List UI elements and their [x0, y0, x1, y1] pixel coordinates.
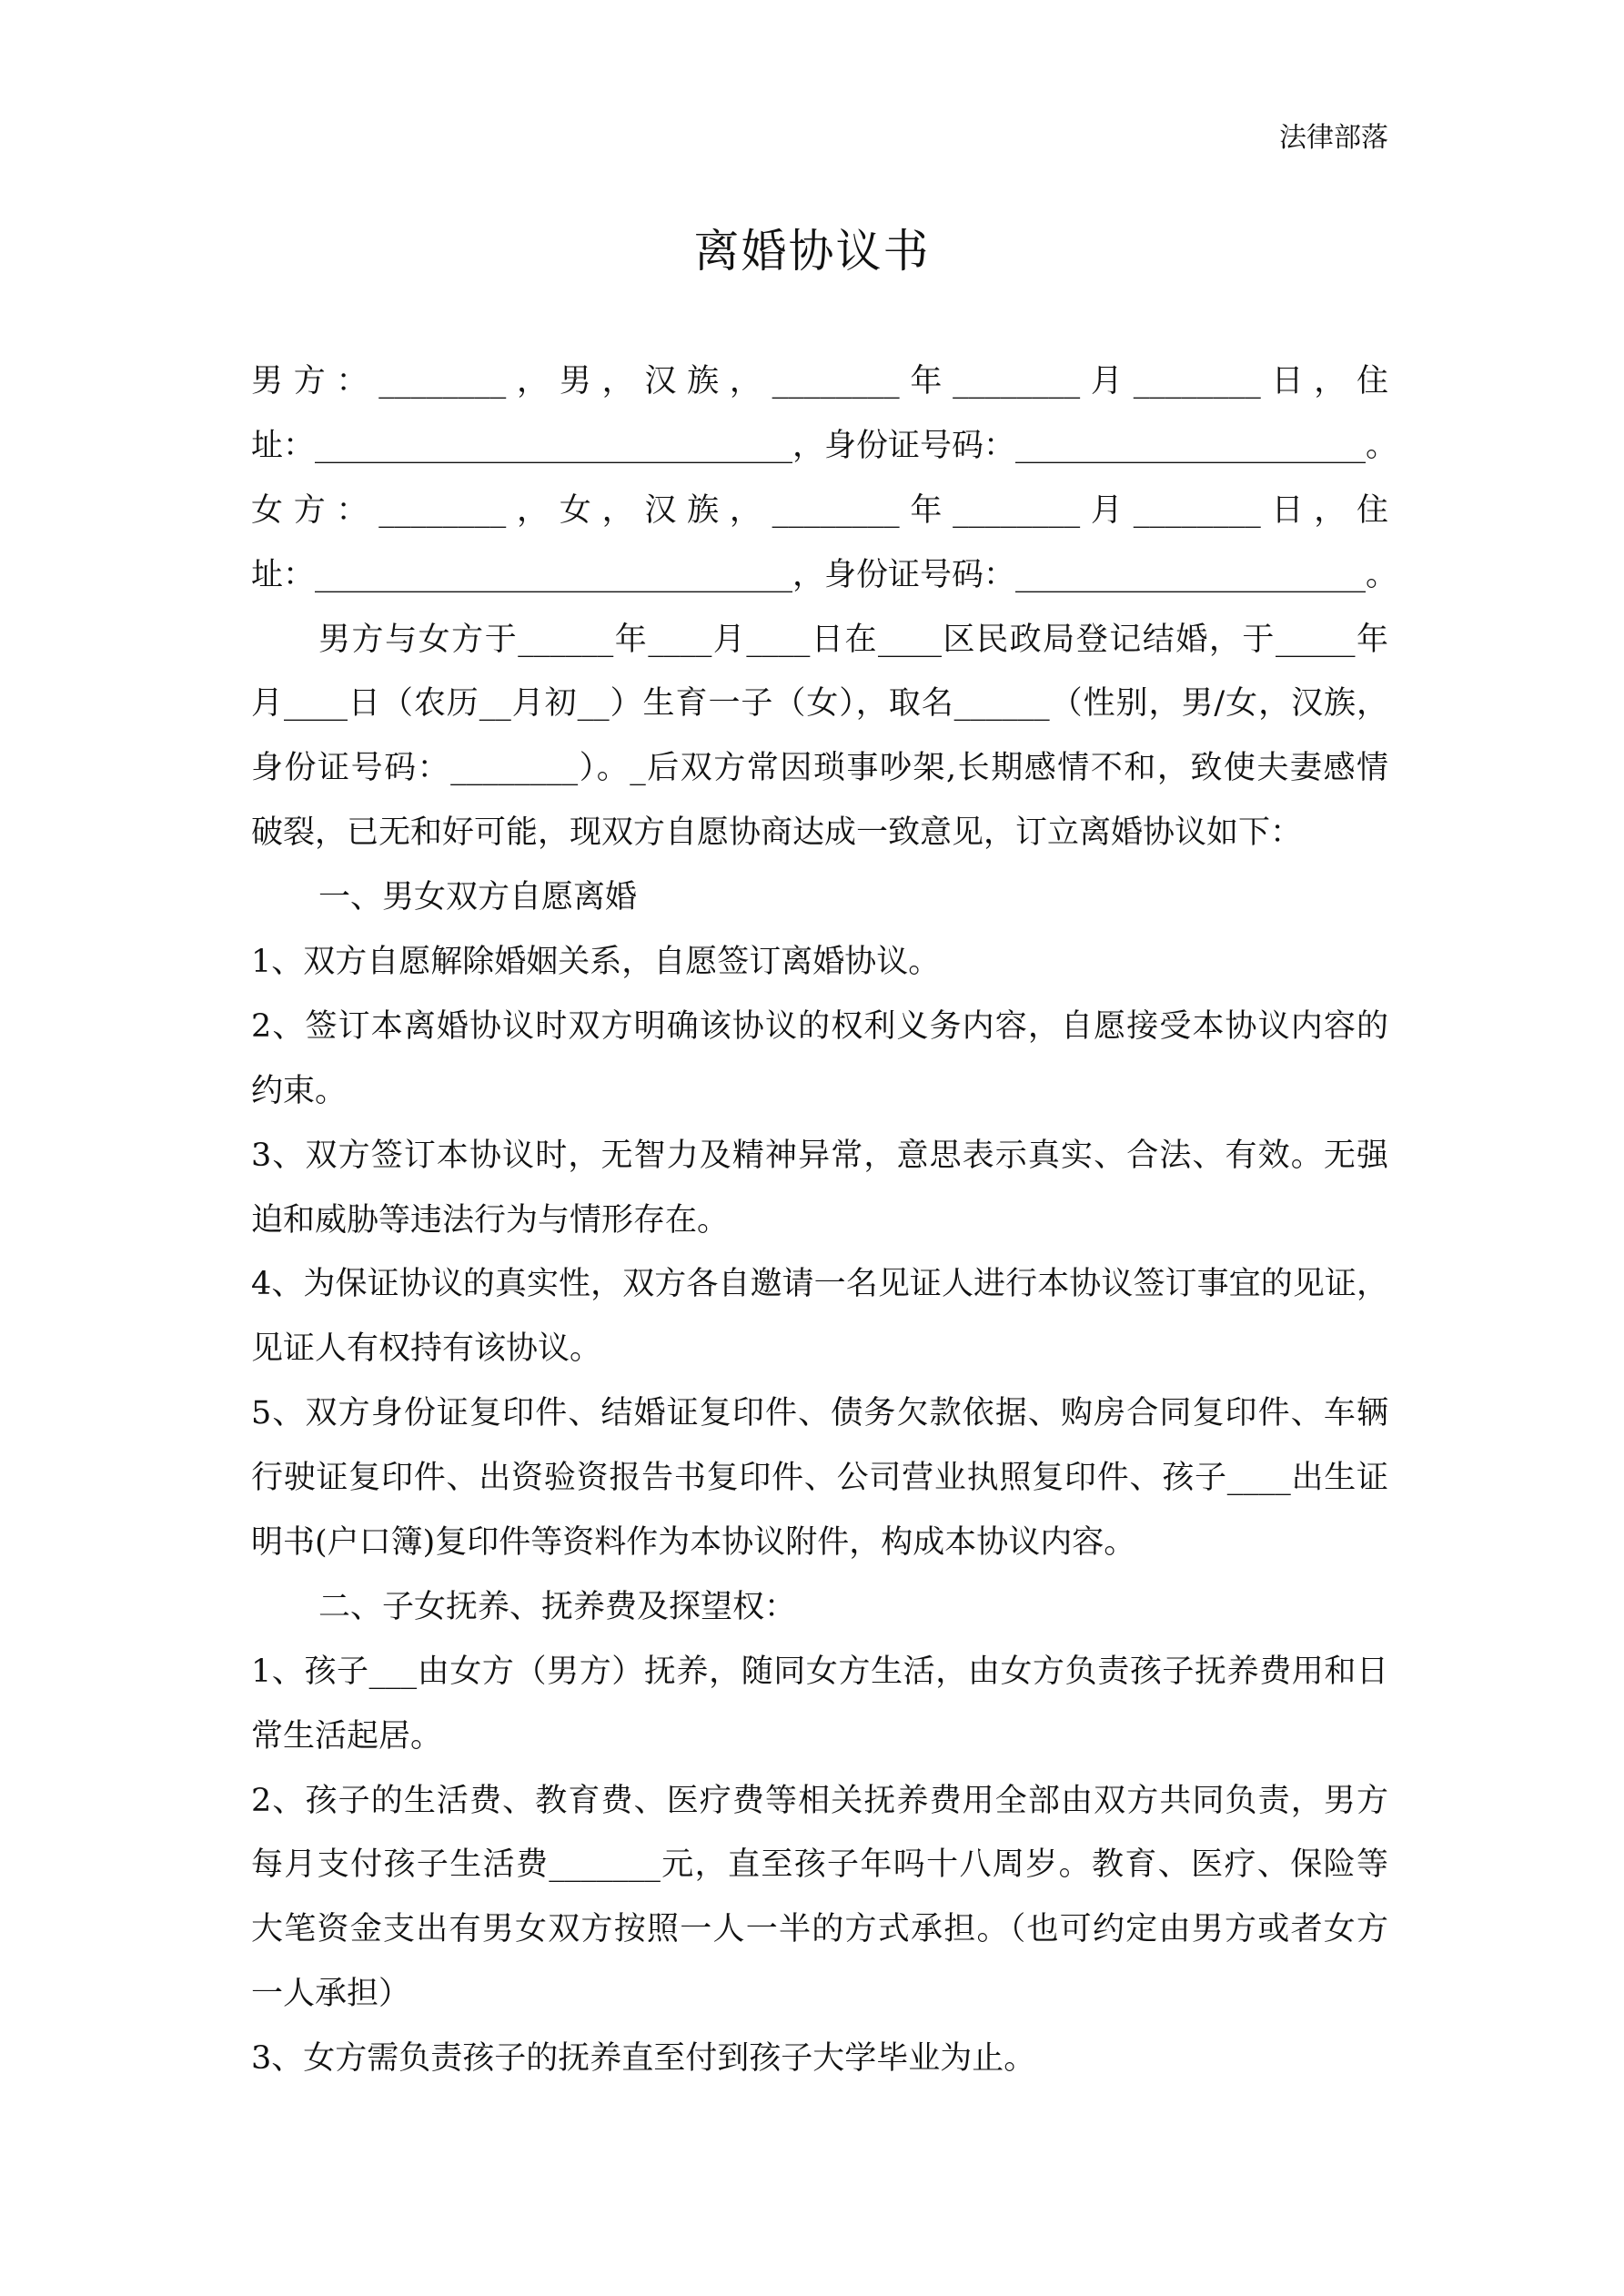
clause-line: 1、双方自愿解除婚姻关系，自愿签订离婚协议。: [251, 944, 941, 981]
paragraph-line: 月____日（农历__月初__）生育一子（女），取名______（性别，男/女，汉族，: [251, 685, 1388, 723]
clause-line: 4、为保证协议的真实性，双方各自邀请一名见证人进行本协议签订事宜的见证，: [251, 1266, 1388, 1303]
female-address-line: 址：______________________________，身份证号码：______________________。: [251, 556, 1398, 593]
clause-line: 5、双方身份证复印件、结婚证复印件、债务欠款依据、购房合同复印件、车辆: [251, 1395, 1388, 1432]
clause-line: 行驶证复印件、出资验资报告书复印件、公司营业执照复印件、孩子____出生证: [251, 1460, 1388, 1497]
paragraph-line: 身份证号码：________）。_后双方常因琐事吵架,长期感情不和，致使夫妻感情: [251, 750, 1388, 787]
clause-line: 3、女方需负责孩子的抚养直至付到孩子大学毕业为止。: [251, 2040, 1036, 2078]
clause-line: 2、签订本离婚协议时双方明确该协议的权利义务内容，自愿接受本协议内容的: [251, 1007, 1388, 1045]
section-heading-2: 二、子女抚养、抚养费及探望权：: [318, 1588, 797, 1625]
clause-line: 迫和威胁等违法行为与情形存在。: [251, 1201, 730, 1239]
document-body: [251, 349, 1398, 2091]
male-party-line: 男方：________，男，汉族，________年________月________日，住: [251, 363, 1388, 400]
clause-line: 大笔资金支出有男女双方按照一人一半的方式承担。（也可约定由男方或者女方: [251, 1911, 1388, 1948]
clause-line: 每月支付孩子生活费_______元，直至孩子年吗十八周岁。教育、医疗、保险等: [251, 1846, 1388, 1884]
clause-line: 2、孩子的生活费、教育费、医疗费等相关抚养费用全部由双方共同负责，男方: [251, 1782, 1388, 1819]
clause-line: 明书(户口簿)复印件等资料作为本协议附件，构成本协议内容。: [251, 1524, 1136, 1562]
section-heading-1: 一、男女双方自愿离婚: [318, 879, 638, 916]
clause-line: 见证人有权持有该协议。: [251, 1330, 602, 1368]
paragraph-line: 男方与女方于______年____月____日在____区民政局登记结婚，于_____年: [318, 621, 1388, 658]
male-address-line: 址：______________________________，身份证号码：______________________。: [251, 427, 1398, 464]
header-label: 法律部落: [1279, 122, 1388, 154]
document-title: 离婚协议书: [693, 225, 931, 278]
female-party-line: 女方：________，女，汉族，________年________月________日，住: [251, 491, 1388, 529]
clause-line: 一人承担）: [251, 1976, 411, 2013]
clause-line: 常生活起居。: [251, 1717, 443, 1755]
clause-line: 约束。: [251, 1072, 348, 1109]
paragraph-line: 破裂，已无和好可能，现双方自愿协商达成一致意见，订立离婚协议如下：: [251, 814, 1303, 852]
clause-line: 3、双方签订本协议时，无智力及精神异常，意思表示真实、合法、有效。无强: [251, 1137, 1388, 1174]
clause-line: 1、孩子___由女方（男方）抚养，随同女方生活，由女方负责孩子抚养费用和日: [251, 1653, 1388, 1690]
